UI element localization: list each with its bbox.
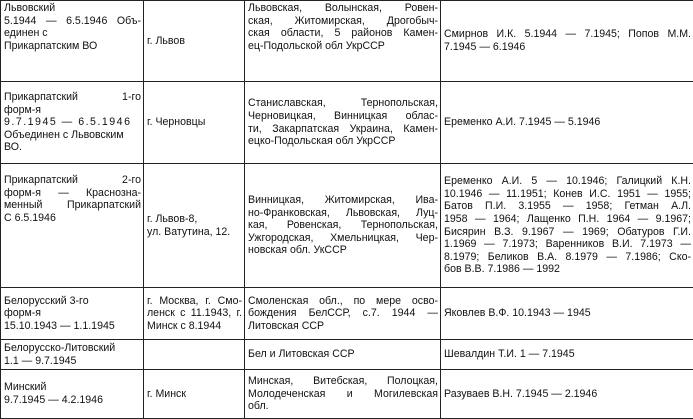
commanders-cell: [441, 370, 693, 419]
table-row: [1, 1, 693, 82]
cell-line: Еременко А.И. 7.1945 — 5.1946: [444, 116, 601, 129]
cell-line: Белорусско-Литовский: [4, 341, 116, 354]
cell-line: Прикарпатский 1-го: [4, 91, 141, 104]
cell-line: г. Минск: [147, 387, 186, 400]
district-cell: [1, 1, 144, 82]
cell-line: 8.1979; Беликов В.А. 8.1979 — 7.1986; Ско-: [444, 250, 691, 263]
cell-line: 15.10.1943 — 1.1.1945: [4, 319, 115, 332]
hq-cell: [144, 288, 245, 340]
territory-cell: [245, 1, 441, 82]
cell-line: Ужгородская, Хмельницкая, Чер-: [248, 231, 438, 244]
cell-line: Винницкая, Житомирская, Ива-: [248, 194, 438, 207]
territory-cell: [245, 288, 441, 340]
table-row: [1, 164, 693, 288]
cell-line: ецко-Подольская обл УкрССР: [248, 135, 396, 148]
cell-line: Белорусский 3-го: [4, 294, 89, 307]
hq-cell: [144, 370, 245, 419]
cell-line: 10.1946 — 11.1951; Конев И.С. 1951 — 1955;: [444, 187, 691, 200]
cell-line: Минск с 8.1944: [147, 319, 222, 332]
table-row: [1, 82, 693, 164]
district-cell: [1, 340, 144, 370]
cell-line: Бел и Литовская ССР: [248, 348, 355, 361]
cell-line: г. Москва, г. Смо-: [147, 294, 242, 307]
cell-line: Львовская, Волынская, Ровен-: [248, 2, 438, 14]
cell-line: г. Черновцы: [147, 116, 206, 129]
hq-cell: [144, 340, 245, 370]
cell-line: Прикарпатским ВО: [4, 39, 98, 52]
district-cell: [1, 164, 144, 288]
cell-line: Шевалдин Т.И. 1 — 7.1945: [444, 348, 575, 361]
commanders-cell: [441, 340, 693, 370]
cell-line: новская обл. УкССР: [248, 244, 347, 257]
table-row: [1, 370, 693, 419]
cell-line: форм-я — Краснозна-: [4, 186, 141, 199]
cell-line: Еременко А.И. 5 — 10.1946; Галицкий К.Н.: [444, 175, 691, 188]
commanders-cell: [441, 288, 693, 340]
cell-line: Яковлев В.Ф. 10.1943 — 1945: [444, 307, 591, 320]
commanders-cell: [441, 82, 693, 164]
cell-line: ул. Ватутина, 12.: [147, 225, 231, 238]
cell-line: кая, Ровенская, Тернопольская,: [248, 219, 438, 232]
cell-line: Батов П.И. 3.1955 — 1958; Гетман А.Л.: [444, 200, 691, 213]
territory-cell: [245, 164, 441, 288]
cell-line: обл.: [248, 400, 269, 413]
cell-line: бождения БелССР, с.7. 1944 —: [248, 307, 438, 320]
cell-line: Бисярин В.З. 9.1967 — 1969; Обатуров Г.И.: [444, 225, 691, 238]
cell-line: Молодеченская и Могилевская: [248, 387, 438, 400]
cell-line: но-Франковская, Львовская, Луц-: [248, 206, 438, 219]
cell-line: 9.7.1945 — 6.5.1946: [4, 116, 132, 129]
district-cell: [1, 82, 144, 164]
cell-line: Львовский: [4, 2, 56, 14]
cell-line: Разуваев В.Н. 7.1945 — 2.1946: [444, 387, 598, 400]
cell-line: ти, Закарпатская Украина, Камен-: [248, 122, 438, 135]
cell-line: единен с: [4, 27, 48, 40]
hq-cell: [144, 1, 245, 82]
cell-line: 7.1945 — 6.1946: [444, 41, 526, 53]
cell-line: Минский: [4, 381, 47, 394]
territory-cell: [245, 340, 441, 370]
commanders-cell: [441, 164, 693, 288]
cell-line: ленск с 11.1943, г.: [147, 307, 242, 320]
cell-line: Смирнов И.К. 5.1944 — 7.1945; Попов М.М.: [444, 28, 691, 41]
cell-line: г. Львов: [147, 34, 185, 47]
cell-line: ская области, 5 районов Камен-: [248, 27, 438, 40]
territory-cell: [245, 82, 441, 164]
cell-line: 1.1969 — 7.1973; Варенников В.И. 7.1973 —: [444, 238, 691, 251]
cell-line: Прикарпатский 2-го: [4, 174, 141, 186]
cell-line: форм-я: [4, 307, 42, 320]
district-cell: [1, 288, 144, 340]
hq-cell: [144, 82, 245, 164]
cell-line: 1958 — 1964; Лащенко П.Н. 1964 — 9.1967;: [444, 212, 691, 225]
cell-line: Станиславская, Тернопольская,: [248, 97, 438, 110]
cell-line: 1.1 — 9.7.1945: [4, 354, 77, 367]
cell-line: Литовская ССР: [248, 319, 325, 332]
district-cell: [1, 370, 144, 419]
cell-line: Минская, Витебская, Полоцкая,: [248, 375, 438, 388]
table-row: [1, 340, 693, 370]
cell-line: 9.7.1945 — 4.2.1946: [4, 394, 103, 406]
cell-line: 5.1944 — 6.5.1946 Объ-: [4, 14, 141, 27]
cell-line: ец-Подольской обл УкрССР: [248, 39, 385, 52]
table-row: [1, 288, 693, 340]
cell-line: Объединен с Львовским: [4, 128, 124, 141]
cell-line: С 6.5.1946: [4, 211, 56, 224]
cell-line: ВО.: [4, 141, 22, 154]
territory-cell: [245, 370, 441, 419]
cell-line: ская, Житомирская, Дрогобыч-: [248, 14, 438, 27]
cell-line: г. Львов-8,: [147, 212, 198, 225]
cell-line: форм-я: [4, 103, 42, 116]
cell-line: бов В.В. 7.1986 — 1992: [444, 263, 560, 276]
cell-line: менный Прикарпатский: [4, 199, 141, 212]
cell-line: Черновицкая, Винницкая облас-: [248, 109, 438, 122]
cell-line: Смоленская обл., по мере осво-: [248, 294, 438, 307]
hq-cell: [144, 164, 245, 288]
commanders-cell: [441, 1, 693, 82]
